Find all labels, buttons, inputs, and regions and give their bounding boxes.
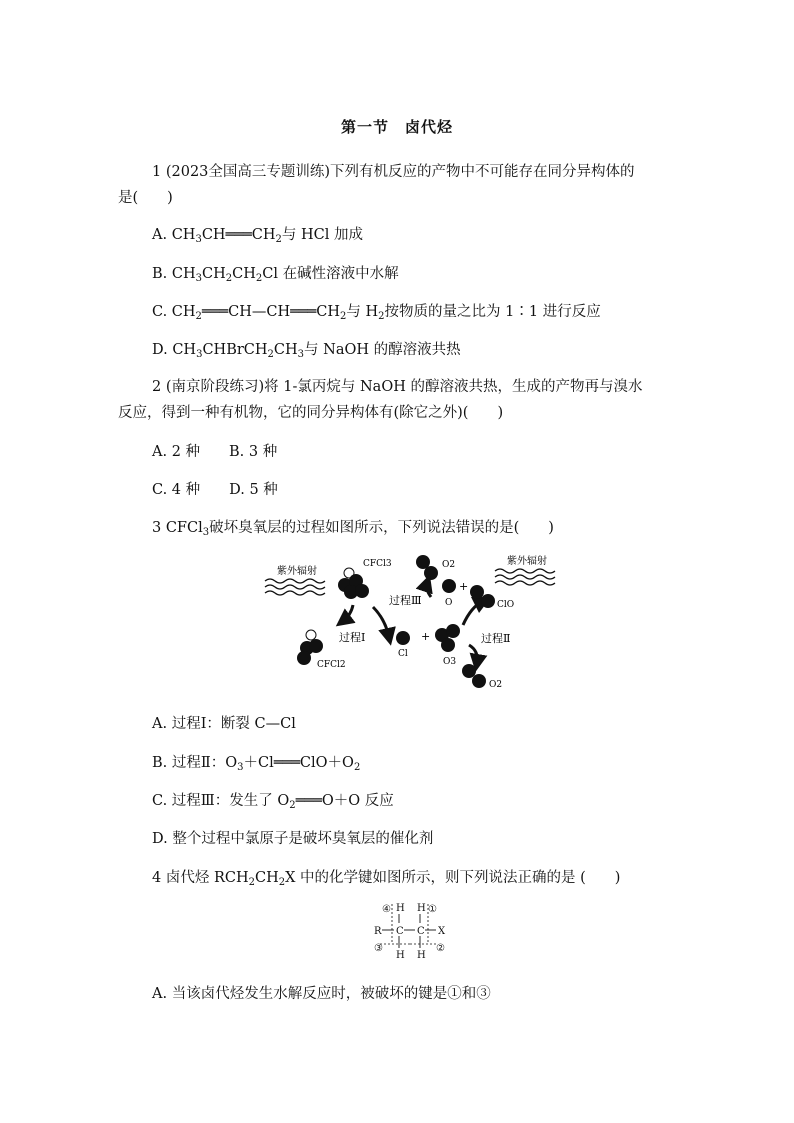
uv-waves-left [265, 579, 325, 595]
q3-option-a: A. 过程Ⅰ：断裂 C—Cl [152, 716, 296, 732]
halogen-x: X [438, 926, 446, 937]
r-group: R [374, 926, 382, 937]
q3-option-b: B. 过程Ⅱ：$O_3+Cl═══ClO+O_2$ [152, 755, 361, 773]
ozone-depletion-figure [255, 545, 565, 695]
arrow-to-cl [373, 607, 389, 637]
clo-molecule [470, 585, 495, 608]
uv-waves-right [495, 569, 555, 585]
q1-option-d: D. $CH_3CHBrCH_2CH_3$与 NaOH 的醇溶液共热 [152, 342, 461, 360]
cl-atom [396, 631, 410, 645]
plus-sign-1: + [421, 630, 431, 643]
o2-bottom-molecule [462, 664, 486, 688]
q1-stem-line2: 是( ) [118, 190, 173, 206]
o2-top-label: O2 [442, 560, 456, 570]
q2-options-ab: A. 2 种 B. 3 种 [152, 444, 278, 460]
h-top-right: H [417, 903, 426, 914]
bond-1-marker: ① [428, 904, 437, 915]
h-bottom-left: H [396, 950, 405, 961]
haloalkane-bond-figure [370, 896, 460, 964]
q3-option-c: C. 过程Ⅲ：发生了 $O_2═══O+O$ 反应 [152, 793, 394, 811]
arrow-process-3 [427, 583, 432, 597]
q3-option-d: D. 整个过程中氯原子是破坏臭氧层的催化剂 [152, 831, 434, 847]
carbon-right: C [417, 926, 425, 937]
q1-option-b: B. $CH_3CH_2CH_2Cl$ 在碱性溶液中水解 [152, 266, 399, 284]
q2-stem-line1: 2 (南京阶段练习)将 1-氯丙烷与 NaOH 的醇溶液共热，生成的产物再与溴水 [152, 379, 643, 395]
o-atom [442, 579, 456, 593]
process-1-label: 过程Ⅰ [339, 631, 366, 644]
carbon-left: C [396, 926, 404, 937]
bond-3-marker: ③ [374, 943, 383, 954]
q1-stem-line1: 1 (2023全国高三专题训练)下列有机反应的产物中不可能存在同分异构体的 [152, 164, 635, 180]
arrow-to-cfcl2 [343, 605, 353, 621]
cfcl2-label: CFCl2 [317, 660, 346, 670]
cfcl3-molecule [338, 568, 369, 599]
q4-option-a: A. 当该卤代烃发生水解反应时，被破坏的键是①和③ [152, 986, 491, 1002]
process-2-label: 过程Ⅱ [481, 632, 511, 645]
q4-stem: 4 卤代烃 $RCH_2CH_2X$ 中的化学键如图所示，则下列说法正确的是 ( ) [152, 870, 621, 888]
plus-sign-2: + [459, 580, 469, 593]
page-title: 第一节 卤代烃 [340, 118, 453, 136]
q1-option-a: A. $CH_3CH═══CH_2$与 HCl 加成 [152, 227, 363, 245]
uv-label-right: 紫外辐射 [507, 556, 547, 567]
bond-2-marker: ② [436, 943, 445, 954]
process-3-label: 过程Ⅲ [389, 594, 422, 607]
o3-molecule [435, 624, 460, 652]
cfcl3-label: CFCl3 [363, 559, 392, 569]
arrow-to-clo [463, 601, 483, 625]
o-label: O [445, 598, 453, 608]
q3-stem: 3 CFCl$_3$破坏臭氧层的过程如图所示，下列说法错误的是( ) [152, 520, 554, 538]
arrow-to-o2-bottom [469, 645, 477, 663]
o2-top-molecule [416, 555, 438, 580]
q2-options-cd: C. 4 种 D. 5 种 [152, 482, 278, 498]
uv-label-left: 紫外辐射 [277, 566, 317, 577]
o2-bottom-label: O2 [489, 680, 503, 690]
cl-label: Cl [398, 649, 408, 659]
h-bottom-right: H [417, 950, 426, 961]
bond-4-marker: ④ [382, 904, 391, 915]
q1-option-c: C. $CH_2═══CH—CH═══CH_2$与 $H_2$按物质的量之比为 1∶1 进行反应 [152, 304, 601, 322]
o3-label: O3 [443, 657, 457, 667]
q2-stem-line2: 反应，得到一种有机物，它的同分异构体有(除它之外)( ) [118, 405, 504, 421]
clo-label: ClO [497, 600, 515, 610]
bond-lines [382, 914, 436, 948]
h-top-left: H [396, 903, 405, 914]
